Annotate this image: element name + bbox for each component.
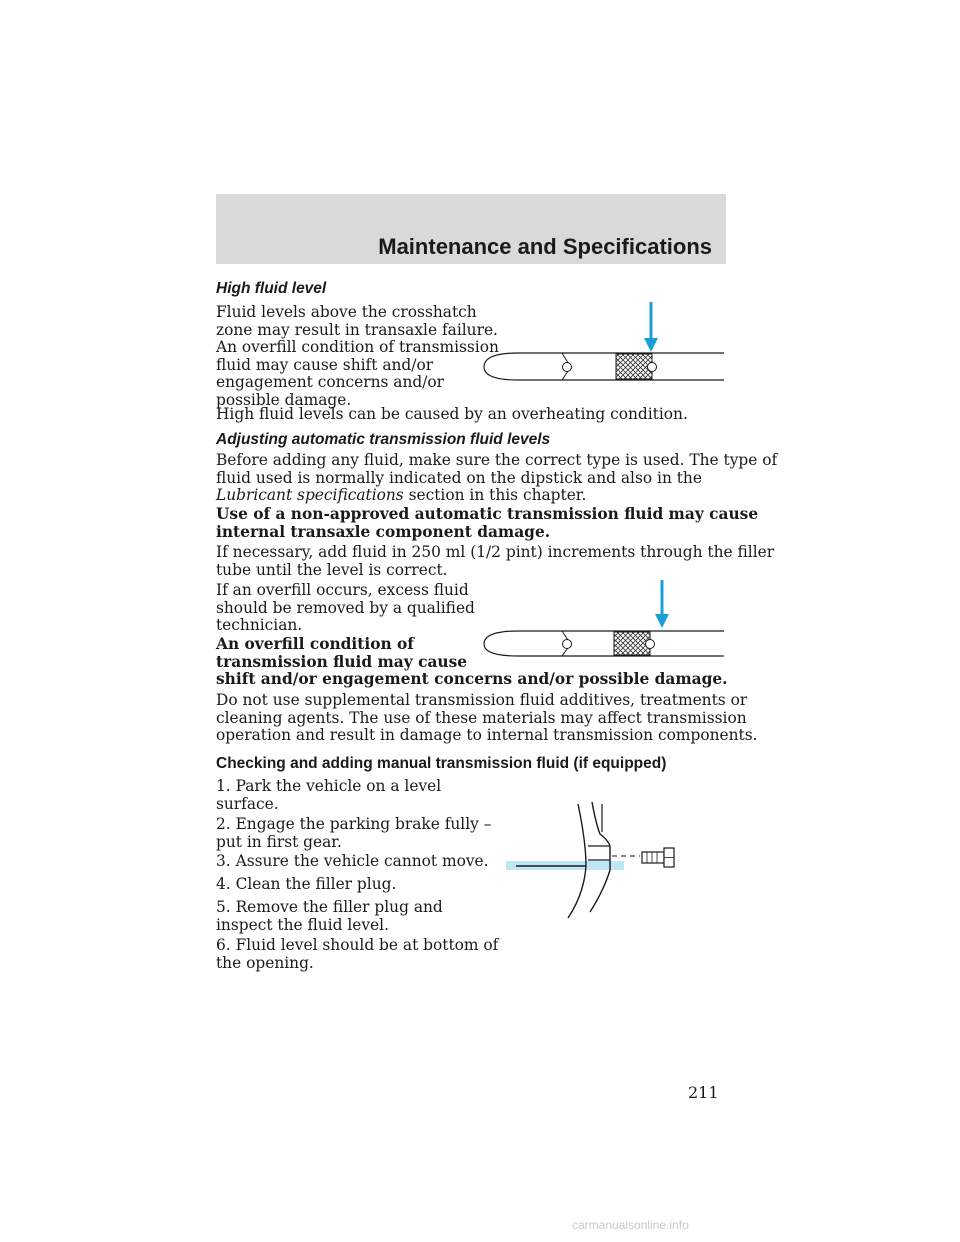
text-line: possible damage. [216, 390, 352, 409]
step-6 [216, 937, 498, 972]
step-1 [216, 778, 441, 813]
overheating-note: High fluid levels can be caused by an overheating condition. [216, 405, 688, 423]
step-3 [216, 853, 489, 871]
overfill-paragraph [216, 582, 475, 635]
text-line: zone may result in transaxle failure. [216, 320, 498, 339]
lubricant-specifications-ref: Lubricant specifications [216, 486, 404, 505]
text-line: should be removed by a qualified [216, 598, 475, 617]
text-line: An overfill condition of [216, 635, 414, 653]
text-line: 4. Clean the filler plug. [216, 875, 397, 893]
text-line: shift and/or engagement concerns and/or possible damage. [216, 670, 728, 689]
text-line: If necessary, add fluid in 250 ml (1/2 pint) increments through the filler [216, 543, 775, 561]
step-5 [216, 899, 443, 934]
footer-watermark: carmanualsonline.info [572, 1218, 689, 1232]
text-line: fluid used is normally indicated on the dipstick and also in the [216, 468, 702, 487]
text-line: An overfill condition of transmission [216, 338, 499, 357]
text-line: 2. Engage the parking brake fully – [216, 815, 492, 833]
text-span: section in this chapter. [408, 486, 587, 505]
text-line: 6. Fluid level should be at bottom of [216, 936, 499, 954]
text-line: tube until the level is correct. [216, 560, 448, 579]
heading-high-fluid-level: High fluid level [216, 280, 327, 297]
page-number: 211 [688, 1083, 719, 1102]
text-line: surface. [216, 794, 279, 813]
high-fluid-paragraph [216, 304, 499, 410]
heading-adjusting-fluid: Adjusting automatic transmission fluid levels [216, 431, 551, 448]
page-title: Maintenance and Specifications [378, 234, 712, 259]
text-line: put in first gear. [216, 832, 342, 851]
text-line: 3. Assure the vehicle cannot move. [216, 852, 489, 870]
text-line: Fluid levels above the crosshatch [216, 303, 477, 321]
heading-manual-transmission: Checking and adding manual transmission fluid (if equipped) [216, 755, 667, 772]
dipstick-high-level-figure [478, 300, 730, 384]
text-line: operation and result in damage to internal transmission components. [216, 726, 758, 745]
text-line: internal transaxle component damage. [216, 522, 551, 541]
step-2 [216, 816, 491, 851]
additives-paragraph [216, 692, 758, 745]
warning-non-approved-fluid [216, 506, 758, 541]
text-line: Before adding any fluid, make sure the correct type is used. The type of [216, 451, 778, 469]
text-line: engagement concerns and/or [216, 373, 445, 392]
text-line: cleaning agents. The use of these materials may affect transmission [216, 708, 747, 727]
text-line: the opening. [216, 953, 314, 972]
text-line: Do not use supplemental transmission fluid additives, treatments or [216, 691, 748, 709]
text-line: transmission fluid may cause [216, 652, 468, 671]
increments-paragraph [216, 544, 774, 579]
header-band [216, 194, 726, 264]
text-line: inspect the fluid level. [216, 915, 389, 934]
text-line: Use of a non-approved automatic transmission fluid may cause [216, 505, 759, 523]
text-line: fluid may cause shift and/or [216, 355, 434, 374]
text-line: If an overfill occurs, excess fluid [216, 581, 469, 599]
text-line: technician. [216, 616, 303, 635]
text-line: 1. Park the vehicle on a level [216, 777, 442, 795]
adjust-paragraph [216, 452, 777, 505]
step-4 [216, 876, 396, 894]
filler-plug-figure [500, 800, 700, 924]
text-line [216, 487, 777, 505]
text-line: 5. Remove the filler plug and [216, 898, 443, 916]
warning-overfill [216, 636, 728, 689]
